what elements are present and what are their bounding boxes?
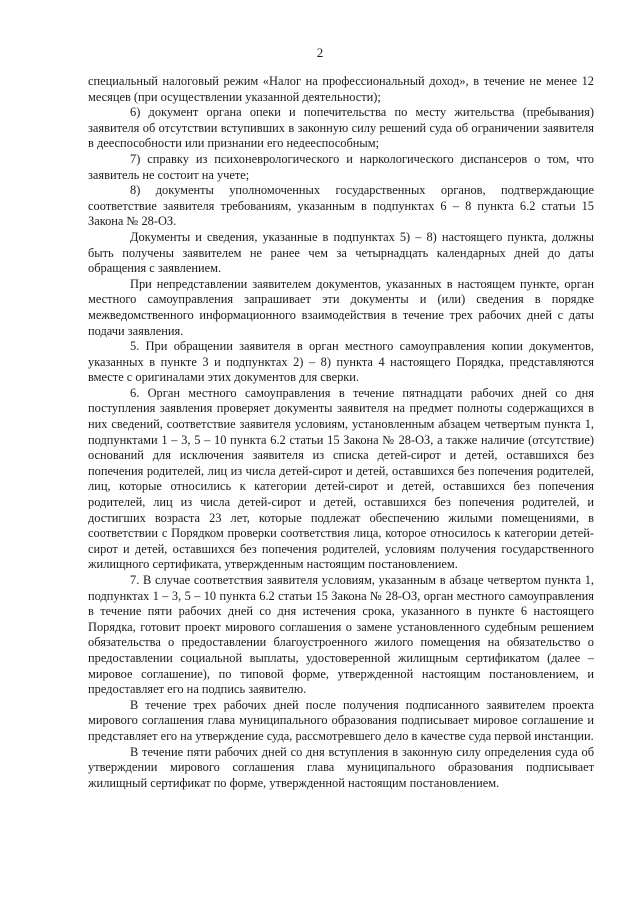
paragraph-section-5: 5. При обращении заявителя в орган местного самоуправления копии документов, указанных в пункте 3 и подпунктах 2) – 8) пункта 4 настоящего Порядка, представляются вместе с оригиналами этих документов для сверки.	[88, 339, 594, 385]
paragraph-item-8: 8) документы уполномоченных государственных органов, подтверждающие соответствие заявителя требованиям, указанным в подпунктах 6 – 8 пункта 6.2 статьи 15 Закона № 28-ОЗ.	[88, 183, 594, 229]
paragraph-item-6: 6) документ органа опеки и попечительства по месту жительства (пребывания) заявителя об отсутствии вступивших в законную силу решений суда об ограничении заявителя в дееспособности или признании его недееспособным;	[88, 105, 594, 151]
paragraph-documents-validity: Документы и сведения, указанные в подпунктах 5) – 8) настоящего пункта, должны быть получены заявителем не ранее чем за четырнадцать календарных дней до даты обращения с заявлением.	[88, 229, 594, 276]
paragraph-certificate-signing: В течение пяти рабочих дней со дня вступления в законную силу определения суда об утверждении мирового соглашения глава муниципального образования подписывает жилищный сертификат по форме, утвержденной настоящим постановлением.	[88, 744, 594, 790]
document-body	[88, 74, 594, 791]
page-number: 2	[316, 45, 324, 60]
paragraph-section-6: 6. Орган местного самоуправления в течение пятнадцати рабочих дней со дня поступления заявления проверяет документы заявителя на предмет полноты содержащихся в них сведений, соответствие заявителя условиям, установленным абзацем четвертым пункта 1, подпунктами 1 – 3, 5 – 10 пункта 6.2 статьи 15 Закона № 28-ОЗ, а также наличие (отсутствие) оснований для исключения заявителя из списка детей-сирот и детей, оставшихся без попечения родителей, лиц из числа детей-сирот и детей, оставшихся без попечения родителей, лиц, которые относились к категории детей-сирот и детей, оставшихся без попечения родителей, лиц из числа детей-сирот и детей, оставшихся без попечения родителей, и достигших возраста 23 лет, которые подлежат обеспечению жилыми помещениями, в соответствии с Порядком проверки соответствия лица, которое относилось к категории детей-сирот и детей, оставшихся без попечения родителей, условиям получения государственного жилищного сертификата, утвержденным настоящим постановлением.	[88, 385, 594, 572]
paragraph-interagency-request: При непредставлении заявителем документов, указанных в настоящем пункте, орган местного самоуправления запрашивает эти документы и (или) сведения в порядке межведомственного информационного взаимодействия в течение трех рабочих дней с даты подачи заявления.	[88, 276, 594, 338]
paragraph-continuation: специальный налоговый режим «Налог на профессиональный доход», в течение не менее 12 месяцев (при осуществлении указанной деятельности);	[88, 74, 594, 104]
paragraph-item-7: 7) справку из психоневрологического и наркологического диспансеров о том, что заявитель не состоит на учете;	[88, 151, 594, 182]
paragraph-section-7: 7. В случае соответствия заявителя условиям, указанным в абзаце четвертом пункта 1, подпунктах 1 – 3, 5 – 10 пункта 6.2 статьи 15 Закона № 28-ОЗ, орган местного самоуправления в течение пяти рабочих дней со дня истечения срока, указанного в пункте 6 настоящего Порядка, готовит проект мирового соглашения о замене установленного судебным решением обязательства о предоставлении благоустроенного жилого помещения на обязательство о предоставлении социальной выплаты, удостоверенной жилищным сертификатом (далее – мировое соглашение), по типовой форме, утвержденной настоящим постановлением, и предоставляет его на подпись заявителю.	[88, 573, 594, 697]
paragraph-court-approval: В течение трех рабочих дней после получения подписанного заявителем проекта мирового соглашения глава муниципального образования подписывает мировое соглашение и представляет его на утверждение суда, рассмотревшего дело в качестве суда первой инстанции.	[88, 697, 594, 743]
